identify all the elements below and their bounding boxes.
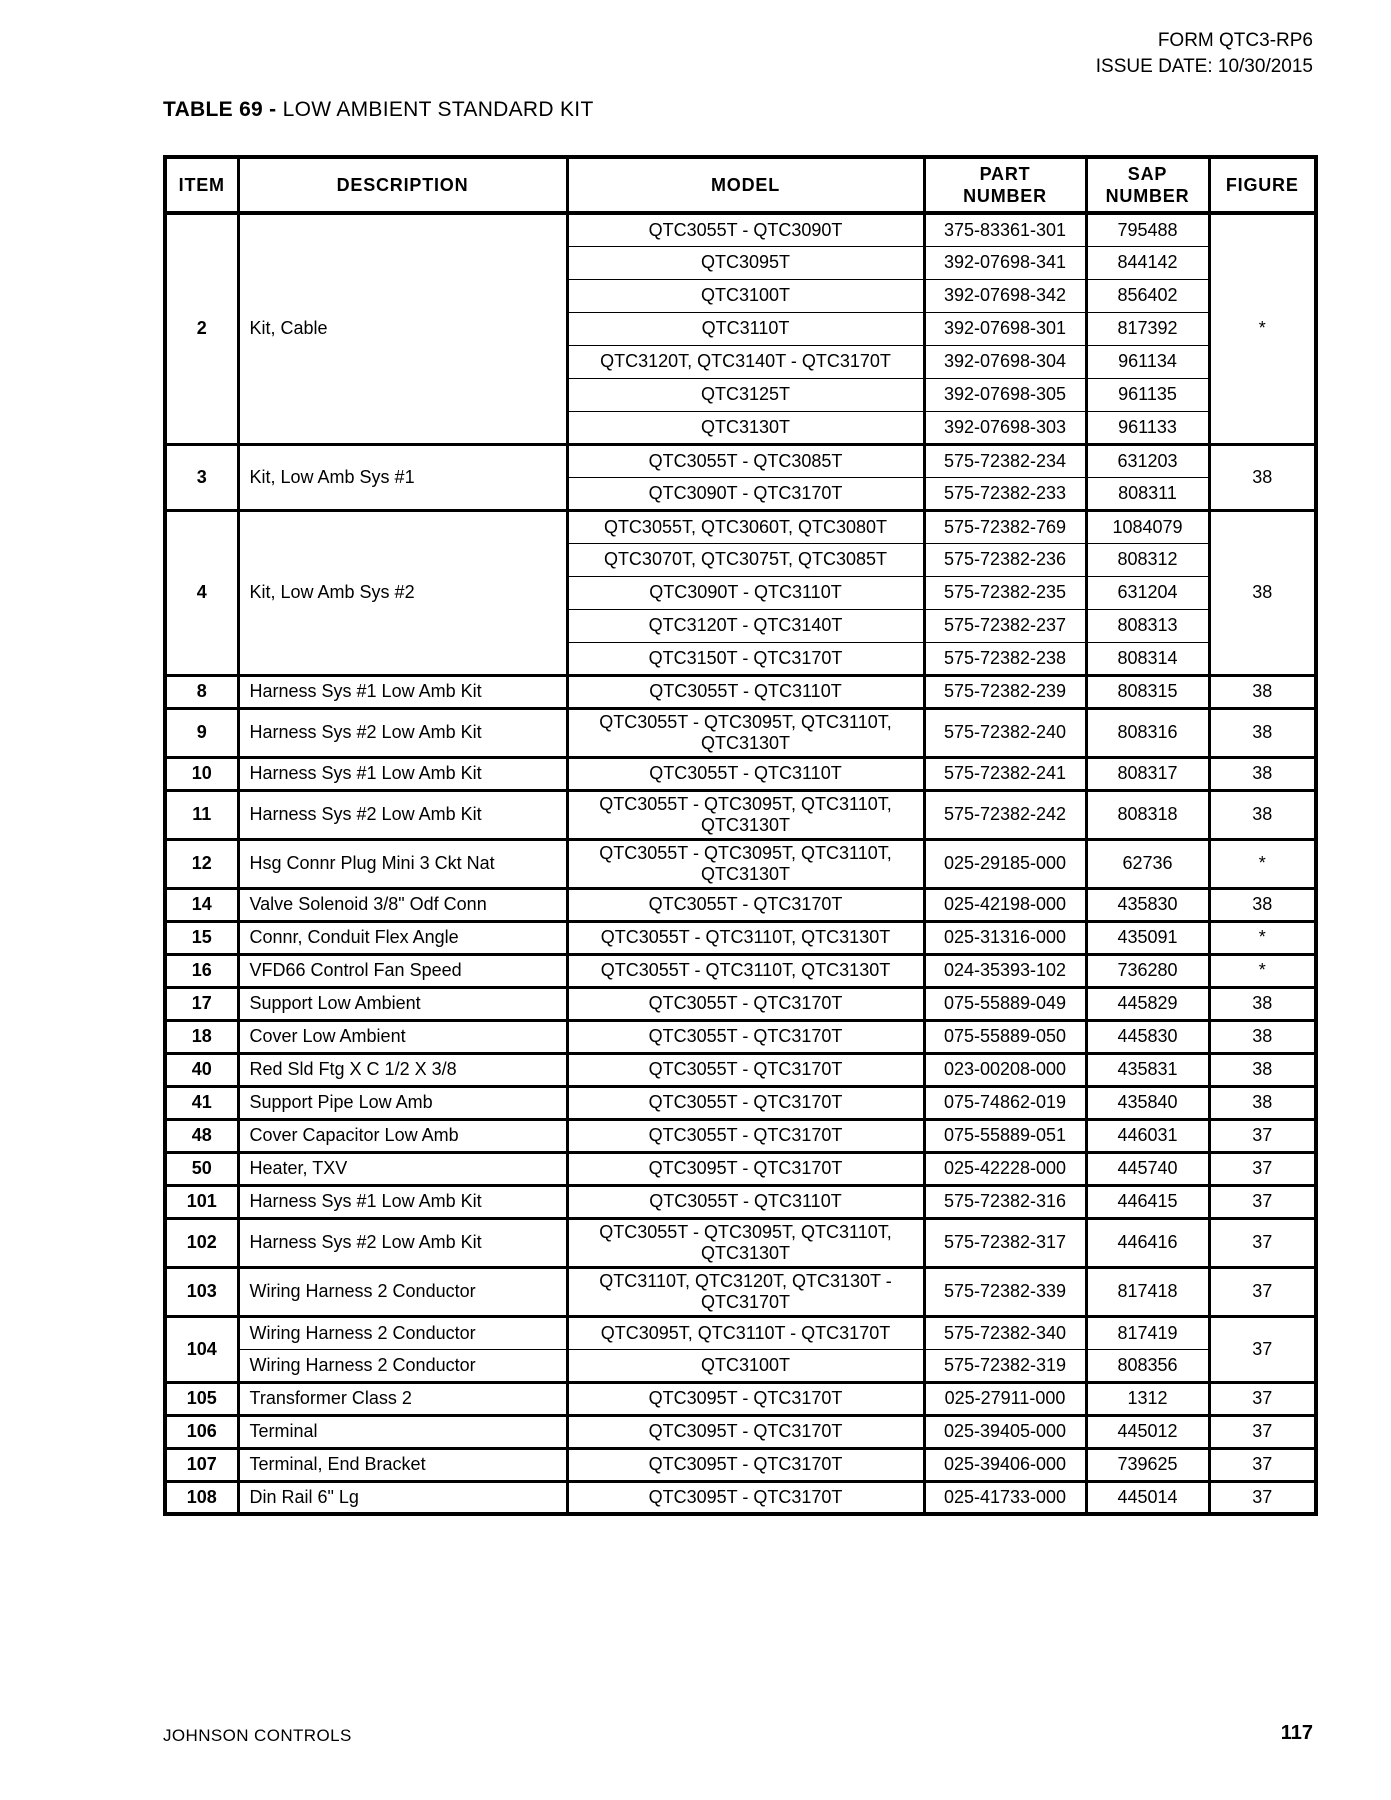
item-cell: 17: [165, 987, 238, 1020]
part-number-cell: 392-07698-305: [924, 378, 1086, 411]
column-header-part-number: PART NUMBER: [924, 157, 1086, 213]
part-number-cell: 575-72382-241: [924, 757, 1086, 790]
model-cell: QTC3125T: [567, 378, 924, 411]
description-cell: Kit, Low Amb Sys #1: [238, 444, 567, 510]
figure-cell: 37: [1209, 1415, 1316, 1448]
column-header-model: MODEL: [567, 157, 924, 213]
figure-cell: 38: [1209, 888, 1316, 921]
sap-number-cell: 445830: [1086, 1020, 1209, 1053]
description-cell: Red Sld Ftg X C 1/2 X 3/8: [238, 1053, 567, 1086]
table-row: [165, 1119, 1316, 1152]
sap-number-cell: 961134: [1086, 345, 1209, 378]
item-cell: 8: [165, 675, 238, 708]
part-number-cell: 024-35393-102: [924, 954, 1086, 987]
figure-cell: 37: [1209, 1316, 1316, 1382]
model-cell: QTC3095T - QTC3170T: [567, 1152, 924, 1185]
part-number-cell: 375-83361-301: [924, 213, 1086, 246]
sap-number-cell: 808313: [1086, 609, 1209, 642]
sap-number-cell: 631204: [1086, 576, 1209, 609]
model-cell: QTC3055T - QTC3170T: [567, 1020, 924, 1053]
sap-number-cell: 1084079: [1086, 510, 1209, 543]
figure-cell: 37: [1209, 1481, 1316, 1514]
table-row: [165, 1481, 1316, 1514]
table-row: [165, 1218, 1316, 1267]
model-cell: QTC3055T - QTC3110T: [567, 1185, 924, 1218]
sap-number-cell: 739625: [1086, 1448, 1209, 1481]
table-title-text: LOW AMBIENT STANDARD KIT: [282, 98, 594, 121]
model-cell: QTC3095T - QTC3170T: [567, 1481, 924, 1514]
part-number-cell: 075-74862-019: [924, 1086, 1086, 1119]
figure-cell: 38: [1209, 675, 1316, 708]
part-number-cell: 075-55889-051: [924, 1119, 1086, 1152]
description-cell: Kit, Low Amb Sys #2: [238, 510, 567, 675]
model-cell: QTC3070T, QTC3075T, QTC3085T: [567, 543, 924, 576]
model-cell: QTC3095T - QTC3170T: [567, 1415, 924, 1448]
table-header-row: [165, 157, 1316, 213]
item-cell: 18: [165, 1020, 238, 1053]
part-number-cell: 575-72382-240: [924, 708, 1086, 757]
sap-number-cell: 446416: [1086, 1218, 1209, 1267]
model-cell: QTC3095T: [567, 246, 924, 279]
item-cell: 105: [165, 1382, 238, 1415]
table-row: [165, 1382, 1316, 1415]
description-cell: Terminal: [238, 1415, 567, 1448]
table-row: [165, 1267, 1316, 1316]
column-header-figure: FIGURE: [1209, 157, 1316, 213]
part-number-cell: 392-07698-342: [924, 279, 1086, 312]
table-row: [165, 675, 1316, 708]
table-row: [165, 1185, 1316, 1218]
part-number-cell: 575-72382-236: [924, 543, 1086, 576]
description-cell: Cover Capacitor Low Amb: [238, 1119, 567, 1152]
model-cell: QTC3095T, QTC3110T - QTC3170T: [567, 1316, 924, 1349]
figure-cell: 37: [1209, 1119, 1316, 1152]
description-cell: Support Low Ambient: [238, 987, 567, 1020]
part-number-cell: 025-29185-000: [924, 839, 1086, 888]
form-number: FORM QTC3-RP6: [1157, 30, 1313, 51]
table-row: [165, 708, 1316, 757]
item-cell: 40: [165, 1053, 238, 1086]
description-cell: Harness Sys #1 Low Amb Kit: [238, 675, 567, 708]
description-cell: Din Rail 6" Lg: [238, 1481, 567, 1514]
table-row: [165, 1152, 1316, 1185]
table-row: [165, 510, 1316, 543]
model-cell: QTC3100T: [567, 1349, 924, 1382]
sap-number-cell: 435830: [1086, 888, 1209, 921]
part-number-cell: 575-72382-319: [924, 1349, 1086, 1382]
item-cell: 4: [165, 510, 238, 675]
part-number-cell: 025-41733-000: [924, 1481, 1086, 1514]
issue-date: ISSUE DATE: 10/30/2015: [1095, 56, 1313, 77]
column-header-sap-number: SAP NUMBER: [1086, 157, 1209, 213]
sap-number-cell: 808314: [1086, 642, 1209, 675]
figure-cell: 38: [1209, 510, 1316, 675]
sap-number-cell: 961133: [1086, 411, 1209, 444]
item-cell: 16: [165, 954, 238, 987]
figure-cell: 38: [1209, 1053, 1316, 1086]
item-cell: 108: [165, 1481, 238, 1514]
part-number-cell: 575-72382-316: [924, 1185, 1086, 1218]
description-cell: Wiring Harness 2 Conductor: [238, 1316, 567, 1349]
sap-number-cell: 808312: [1086, 543, 1209, 576]
part-number-cell: 392-07698-304: [924, 345, 1086, 378]
model-cell: QTC3090T - QTC3170T: [567, 477, 924, 510]
description-cell: Harness Sys #2 Low Amb Kit: [238, 708, 567, 757]
description-cell: Harness Sys #1 Low Amb Kit: [238, 757, 567, 790]
item-cell: 102: [165, 1218, 238, 1267]
table-row: [165, 921, 1316, 954]
page-number: 117: [1280, 1722, 1313, 1744]
item-cell: 48: [165, 1119, 238, 1152]
sap-number-cell: 736280: [1086, 954, 1209, 987]
figure-cell: *: [1209, 954, 1316, 987]
sap-number-cell: 445740: [1086, 1152, 1209, 1185]
table-row: [165, 1415, 1316, 1448]
description-cell: Cover Low Ambient: [238, 1020, 567, 1053]
column-header-description: DESCRIPTION: [238, 157, 567, 213]
description-cell: Harness Sys #2 Low Amb Kit: [238, 790, 567, 839]
sap-number-cell: 435840: [1086, 1086, 1209, 1119]
part-number-cell: 575-72382-233: [924, 477, 1086, 510]
model-cell: QTC3120T - QTC3140T: [567, 609, 924, 642]
item-cell: 15: [165, 921, 238, 954]
sap-number-cell: 808316: [1086, 708, 1209, 757]
table-row: [165, 1020, 1316, 1053]
model-cell: QTC3055T - QTC3095T, QTC3110T, QTC3130T: [567, 790, 924, 839]
item-cell: 11: [165, 790, 238, 839]
part-number-cell: 575-72382-317: [924, 1218, 1086, 1267]
description-cell: Harness Sys #1 Low Amb Kit: [238, 1185, 567, 1218]
part-number-cell: 575-72382-242: [924, 790, 1086, 839]
figure-cell: 38: [1209, 1086, 1316, 1119]
item-cell: 101: [165, 1185, 238, 1218]
table-row: [165, 213, 1316, 246]
model-cell: QTC3130T: [567, 411, 924, 444]
part-number-cell: 575-72382-340: [924, 1316, 1086, 1349]
model-cell: QTC3055T - QTC3170T: [567, 888, 924, 921]
column-header-item: ITEM: [165, 157, 238, 213]
sap-number-cell: 808317: [1086, 757, 1209, 790]
figure-cell: 37: [1209, 1152, 1316, 1185]
form-header: [1096, 28, 1313, 80]
item-cell: 103: [165, 1267, 238, 1316]
figure-cell: 38: [1209, 790, 1316, 839]
description-cell: Heater, TXV: [238, 1152, 567, 1185]
table-title: [163, 98, 594, 122]
model-cell: QTC3055T - QTC3095T, QTC3110T, QTC3130T: [567, 708, 924, 757]
item-cell: 104: [165, 1316, 238, 1382]
part-number-cell: 575-72382-238: [924, 642, 1086, 675]
part-number-cell: 392-07698-301: [924, 312, 1086, 345]
table-row: [165, 1053, 1316, 1086]
table-row: [165, 1086, 1316, 1119]
model-cell: QTC3055T - QTC3170T: [567, 1119, 924, 1152]
model-cell: QTC3055T - QTC3170T: [567, 1086, 924, 1119]
item-cell: 9: [165, 708, 238, 757]
part-number-cell: 575-72382-239: [924, 675, 1086, 708]
figure-cell: 38: [1209, 1020, 1316, 1053]
sap-number-cell: 1312: [1086, 1382, 1209, 1415]
part-number-cell: 025-42198-000: [924, 888, 1086, 921]
sap-number-cell: 808318: [1086, 790, 1209, 839]
description-cell: Terminal, End Bracket: [238, 1448, 567, 1481]
part-number-cell: 392-07698-341: [924, 246, 1086, 279]
table-row: [165, 757, 1316, 790]
figure-cell: 37: [1209, 1185, 1316, 1218]
figure-cell: 38: [1209, 444, 1316, 510]
item-cell: 12: [165, 839, 238, 888]
item-cell: 107: [165, 1448, 238, 1481]
description-cell: VFD66 Control Fan Speed: [238, 954, 567, 987]
figure-cell: 38: [1209, 757, 1316, 790]
sap-number-cell: 435091: [1086, 921, 1209, 954]
description-cell: Wiring Harness 2 Conductor: [238, 1267, 567, 1316]
figure-cell: *: [1209, 213, 1316, 444]
part-number-cell: 575-72382-235: [924, 576, 1086, 609]
sap-number-cell: 808311: [1086, 477, 1209, 510]
part-number-cell: 575-72382-237: [924, 609, 1086, 642]
sap-number-cell: 817418: [1086, 1267, 1209, 1316]
table-row: [165, 888, 1316, 921]
part-number-cell: 575-72382-769: [924, 510, 1086, 543]
part-number-cell: 575-72382-339: [924, 1267, 1086, 1316]
item-cell: 41: [165, 1086, 238, 1119]
sap-number-cell: 445012: [1086, 1415, 1209, 1448]
figure-cell: 37: [1209, 1218, 1316, 1267]
item-cell: 106: [165, 1415, 238, 1448]
model-cell: QTC3055T - QTC3110T, QTC3130T: [567, 954, 924, 987]
item-cell: 50: [165, 1152, 238, 1185]
parts-table: [163, 155, 1314, 1516]
sap-number-cell: 445014: [1086, 1481, 1209, 1514]
sap-number-cell: 856402: [1086, 279, 1209, 312]
sap-number-cell: 446415: [1086, 1185, 1209, 1218]
item-cell: 10: [165, 757, 238, 790]
sap-number-cell: 844142: [1086, 246, 1209, 279]
model-cell: QTC3055T - QTC3170T: [567, 987, 924, 1020]
description-cell: Harness Sys #2 Low Amb Kit: [238, 1218, 567, 1267]
sap-number-cell: 445829: [1086, 987, 1209, 1020]
model-cell: QTC3110T, QTC3120T, QTC3130T - QTC3170T: [567, 1267, 924, 1316]
model-cell: QTC3110T: [567, 312, 924, 345]
model-cell: QTC3055T - QTC3110T: [567, 675, 924, 708]
model-cell: QTC3150T - QTC3170T: [567, 642, 924, 675]
table-row: [165, 987, 1316, 1020]
description-cell: Transformer Class 2: [238, 1382, 567, 1415]
figure-cell: 37: [1209, 1382, 1316, 1415]
description-cell: Support Pipe Low Amb: [238, 1086, 567, 1119]
model-cell: QTC3090T - QTC3110T: [567, 576, 924, 609]
model-cell: QTC3095T - QTC3170T: [567, 1382, 924, 1415]
model-cell: QTC3100T: [567, 279, 924, 312]
model-cell: QTC3055T - QTC3095T, QTC3110T, QTC3130T: [567, 1218, 924, 1267]
description-cell: Valve Solenoid 3/8" Odf Conn: [238, 888, 567, 921]
sap-number-cell: 631203: [1086, 444, 1209, 477]
model-cell: QTC3055T - QTC3085T: [567, 444, 924, 477]
model-cell: QTC3055T - QTC3110T, QTC3130T: [567, 921, 924, 954]
parts-table-body: [165, 213, 1316, 1514]
sap-number-cell: 795488: [1086, 213, 1209, 246]
part-number-cell: 025-39405-000: [924, 1415, 1086, 1448]
model-cell: QTC3055T - QTC3095T, QTC3110T, QTC3130T: [567, 839, 924, 888]
table-row: [165, 444, 1316, 477]
description-cell: Hsg Connr Plug Mini 3 Ckt Nat: [238, 839, 567, 888]
table-title-number: TABLE 69 -: [163, 98, 277, 121]
part-number-cell: 392-07698-303: [924, 411, 1086, 444]
figure-cell: 38: [1209, 987, 1316, 1020]
table-row: [165, 1349, 1316, 1382]
sap-number-cell: 961135: [1086, 378, 1209, 411]
figure-cell: 37: [1209, 1448, 1316, 1481]
part-number-cell: 025-39406-000: [924, 1448, 1086, 1481]
sap-number-cell: 446031: [1086, 1119, 1209, 1152]
model-cell: QTC3055T - QTC3090T: [567, 213, 924, 246]
part-number-cell: 025-27911-000: [924, 1382, 1086, 1415]
footer-company: JOHNSON CONTROLS: [163, 1726, 352, 1745]
table-row: [165, 1448, 1316, 1481]
sap-number-cell: 62736: [1086, 839, 1209, 888]
model-cell: QTC3095T - QTC3170T: [567, 1448, 924, 1481]
sap-number-cell: 435831: [1086, 1053, 1209, 1086]
figure-cell: 38: [1209, 708, 1316, 757]
description-cell: Kit, Cable: [238, 213, 567, 444]
figure-cell: 37: [1209, 1267, 1316, 1316]
description-cell: Connr, Conduit Flex Angle: [238, 921, 567, 954]
part-number-cell: 075-55889-050: [924, 1020, 1086, 1053]
part-number-cell: 575-72382-234: [924, 444, 1086, 477]
model-cell: QTC3055T - QTC3110T: [567, 757, 924, 790]
sap-number-cell: 808356: [1086, 1349, 1209, 1382]
model-cell: QTC3055T - QTC3170T: [567, 1053, 924, 1086]
sap-number-cell: 808315: [1086, 675, 1209, 708]
description-cell: Wiring Harness 2 Conductor: [238, 1349, 567, 1382]
part-number-cell: 025-42228-000: [924, 1152, 1086, 1185]
table-row: [165, 1316, 1316, 1349]
item-cell: 14: [165, 888, 238, 921]
part-number-cell: 075-55889-049: [924, 987, 1086, 1020]
figure-cell: *: [1209, 921, 1316, 954]
figure-cell: *: [1209, 839, 1316, 888]
model-cell: QTC3120T, QTC3140T - QTC3170T: [567, 345, 924, 378]
item-cell: 2: [165, 213, 238, 444]
part-number-cell: 025-31316-000: [924, 921, 1086, 954]
sap-number-cell: 817392: [1086, 312, 1209, 345]
table-row: [165, 839, 1316, 888]
item-cell: 3: [165, 444, 238, 510]
table-row: [165, 954, 1316, 987]
table-row: [165, 790, 1316, 839]
model-cell: QTC3055T, QTC3060T, QTC3080T: [567, 510, 924, 543]
part-number-cell: 023-00208-000: [924, 1053, 1086, 1086]
sap-number-cell: 817419: [1086, 1316, 1209, 1349]
